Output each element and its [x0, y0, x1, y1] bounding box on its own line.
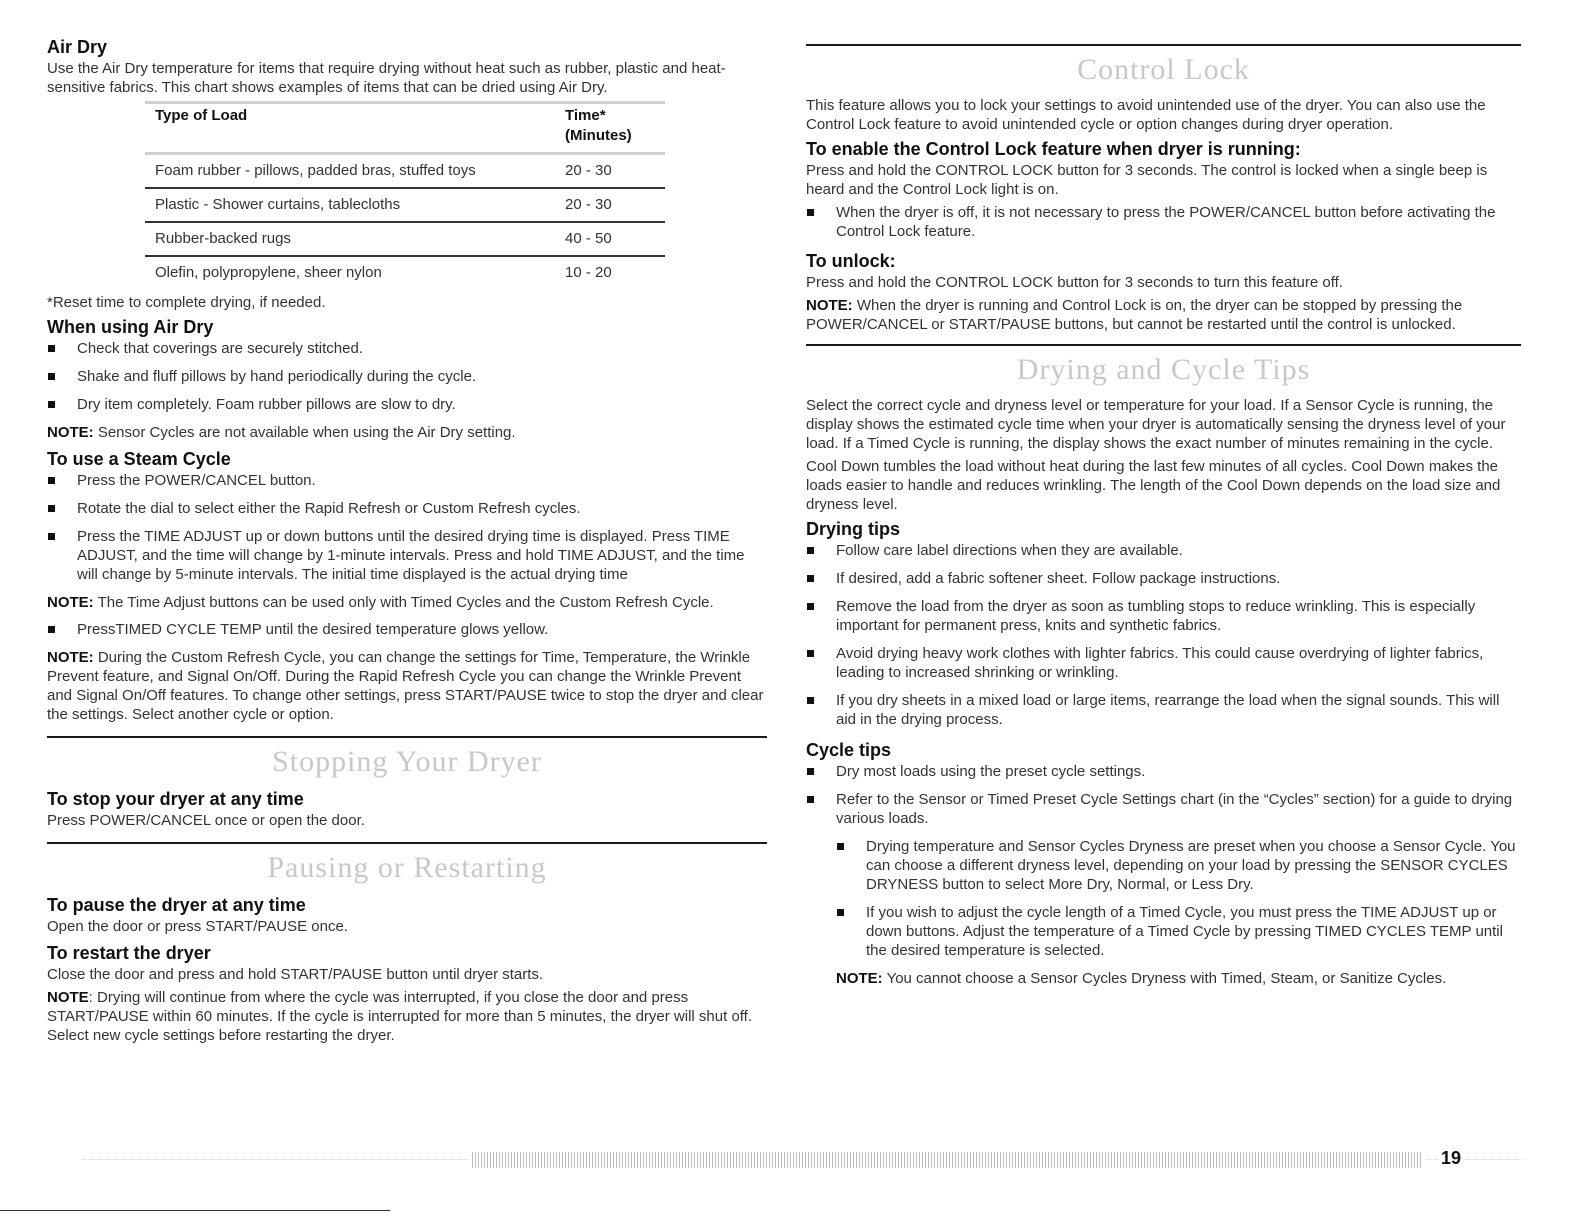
- page-number: 19: [1438, 1148, 1464, 1169]
- page-footer-band: [82, 1149, 1522, 1171]
- when-using-list: [47, 339, 767, 414]
- air-dry-footnote: *Reset time to complete drying, if needed.: [47, 294, 326, 311]
- load-cell: Olefin, polypropylene, sheer nylon: [155, 264, 382, 281]
- list-item: Press the TIME ADJUST up or down buttons until the desired drying time is displayed. Press TIME ADJUST, and the time will change by 1-minute intervals. Press and hold TIME ADJUST, and the time will change by 5-minute intervals. The initial time displayed is the actual drying time: [47, 527, 767, 584]
- note-label: NOTE:: [47, 424, 94, 441]
- table-row: [145, 256, 665, 289]
- list-item: When the dryer is off, it is not necessary to press the POWER/CANCEL button before activating the Control Lock feature.: [806, 203, 1521, 241]
- air-dry-table: [145, 101, 665, 289]
- list-item: If desired, add a fabric softener sheet. Follow package instructions.: [806, 569, 1521, 588]
- section-divider: [47, 736, 767, 738]
- note-label: NOTE:: [47, 649, 94, 666]
- drying-tips-list: [806, 541, 1521, 729]
- pause-text: Open the door or press START/PAUSE once.: [47, 918, 348, 935]
- list-item: PressTIMED CYCLE TEMP until the desired temperature glows yellow.: [47, 620, 767, 639]
- steam-heading: To use a Steam Cycle: [47, 449, 231, 469]
- unlock-heading: To unlock:: [806, 251, 896, 271]
- load-cell: Rubber-backed rugs: [145, 222, 555, 256]
- list-item: If you dry sheets in a mixed load or large items, rearrange the load when the signal sounds. This will aid in the drying process.: [806, 691, 1521, 729]
- list-item: Rotate the dial to select either the Rapid Refresh or Custom Refresh cycles.: [47, 499, 767, 518]
- list-item: Remove the load from the dryer as soon as tumbling stops to reduce wrinkling. This is especially important for permanent press, knits and synthetic fabrics.: [806, 597, 1521, 635]
- time-cell: 10 - 20: [565, 264, 612, 281]
- air-dry-heading: Air Dry: [47, 37, 108, 57]
- footer-dotted-rule-left: [82, 1159, 467, 1160]
- footer-hatch-bar: [472, 1152, 1422, 1168]
- bottom-edge-rule: [0, 1210, 390, 1211]
- note-text: You cannot choose a Sensor Cycles Dryness with Timed, Steam, or Sanitize Cycles.: [882, 970, 1447, 987]
- time-cell: 40 - 50: [555, 222, 665, 256]
- section-divider: [47, 842, 767, 844]
- time-header-line1: Time*: [565, 107, 606, 124]
- steam-note-2: [47, 648, 767, 724]
- list-item: Follow care label directions when they are available.: [806, 541, 1521, 560]
- note-label: NOTE:: [806, 297, 853, 314]
- control-lock-note: [806, 296, 1521, 334]
- list-item: Check that coverings are securely stitched.: [47, 339, 767, 358]
- restart-text: Close the door and press and hold START/PAUSE button until dryer starts.: [47, 966, 544, 983]
- time-header-line2: (Minutes): [565, 127, 632, 144]
- list-item: Press the POWER/CANCEL button.: [47, 471, 767, 490]
- list-item: Drying temperature and Sensor Cycles Dryness are preset when you choose a Sensor Cycle. You can choose a different dryness level, depending on your load by pressing the SENSOR CYCLES DRYNESS button to select More Dry, Normal, or Less Dry.: [836, 837, 1521, 894]
- enable-heading: To enable the Control Lock feature when dryer is running:: [806, 139, 1301, 159]
- right-column: [806, 44, 1521, 992]
- time-cell: 20 - 30: [555, 154, 665, 189]
- tips-para-2: Cool Down tumbles the load without heat during the last few minutes of all cycles. Cool Down makes the loads easier to handle and reduces wrinkling. The length of the Cool Down depends on the load size and dryness level.: [806, 458, 1501, 513]
- note-label: NOTE:: [836, 970, 883, 987]
- enable-text: Press and hold the CONTROL LOCK button for 3 seconds. The control is locked when a single beep is heard and the Control Lock light is on.: [806, 162, 1488, 198]
- stop-text: Press POWER/CANCEL once or open the door.: [47, 812, 365, 829]
- cycle-tips-note: [836, 969, 1521, 988]
- section-divider: [806, 344, 1521, 346]
- list-item: If you wish to adjust the cycle length of a Timed Cycle, you must press the TIME ADJUST up or down buttons. Adjust the temperature of a Timed Cycle by pressing TIMED CYCLES TEMP until the desired temperature is selected.: [836, 903, 1521, 960]
- left-column: [47, 36, 767, 1049]
- tips-para-1: Select the correct cycle and dryness level or temperature for your load. If a Sensor Cycle is running, the display shows the estimated cycle time when your dryer is automatically sensing the dryness level of your load. If a Timed Cycle is running, the display shows the exact number of minutes remaining in the cycle.: [806, 397, 1506, 452]
- list-item: Dry most loads using the preset cycle settings.: [806, 762, 1521, 781]
- when-using-heading: When using Air Dry: [47, 317, 214, 337]
- note-label: NOTE: [47, 989, 89, 1006]
- table-row: [145, 222, 665, 256]
- cycle-tips-heading: Cycle tips: [806, 740, 892, 760]
- list-item: Avoid drying heavy work clothes with lighter fabrics. This could cause overdrying of lighter fabrics, leading to increased shrinking or wrinkling.: [806, 644, 1521, 682]
- steam-list-2: [47, 620, 767, 639]
- stopping-title: Stopping Your Dryer: [272, 745, 542, 778]
- note-label: NOTE:: [47, 594, 94, 611]
- pausing-title: Pausing or Restarting: [267, 851, 547, 884]
- table-row: [145, 188, 665, 222]
- cycle-tips-sublist: [836, 837, 1521, 960]
- list-item: Dry item completely. Foam rubber pillows are slow to dry.: [47, 395, 767, 414]
- note-text: Sensor Cycles are not available when using the Air Dry setting.: [93, 424, 516, 441]
- restart-heading: To restart the dryer: [47, 943, 211, 963]
- pause-heading: To pause the dryer at any time: [47, 895, 306, 915]
- load-cell: Foam rubber - pillows, padded bras, stuffed toys: [145, 154, 555, 189]
- time-cell: 20 - 30: [555, 188, 665, 222]
- note-text: The Time Adjust buttons can be used only with Timed Cycles and the Custom Refresh Cycle.: [93, 594, 714, 611]
- list-item: Shake and fluff pillows by hand periodically during the cycle.: [47, 367, 767, 386]
- note-text: During the Custom Refresh Cycle, you can change the settings for Time, Temperature, the Wrinkle Prevent feature, and Signal On/Off. During the Rapid Refresh Cycle you can change the Wrinkle Prevent and Signal On/Off features. To change other settings, press START/PAUSE twice to stop the dryer and clear the settings. Select another cycle or option.: [47, 649, 764, 723]
- cycle-tips-list: [806, 762, 1521, 828]
- list-item: Refer to the Sensor or Timed Preset Cycle Settings chart (in the “Cycles” section) for a guide to drying various loads.: [806, 790, 1521, 828]
- tips-title: Drying and Cycle Tips: [1016, 353, 1311, 386]
- restart-note: [47, 988, 767, 1045]
- time-header: [555, 103, 665, 154]
- stop-heading: To stop your dryer at any time: [47, 789, 304, 809]
- load-cell: Plastic - Shower curtains, tablecloths: [145, 188, 555, 222]
- drying-tips-heading: Drying tips: [806, 519, 901, 539]
- steam-note-1: [47, 593, 767, 612]
- steam-list: [47, 471, 767, 584]
- note-text: When the dryer is running and Control Lock is on, the dryer can be stopped by pressing the POWER/CANCEL or START/PAUSE buttons, but cannot be restarted until the control is unlocked.: [806, 297, 1463, 333]
- air-dry-intro: Use the Air Dry temperature for items that require drying without heat such as rubber, plastic and heat-sensitive fabrics. This chart shows examples of items that can be dried using Air Dry.: [47, 60, 726, 96]
- section-divider: [806, 44, 1521, 46]
- when-using-note: [47, 423, 767, 442]
- note-text: : Drying will continue from where the cycle was interrupted, if you close the door and press START/PAUSE within 60 minutes. If the cycle is interrupted for more than 5 minutes, the dryer will shut off. Select new cycle settings before restarting the dryer.: [47, 989, 753, 1044]
- table-header-row: [145, 103, 665, 154]
- unlock-text: Press and hold the CONTROL LOCK button for 3 seconds to turn this feature off.: [806, 274, 1343, 291]
- enable-list: [806, 203, 1521, 241]
- control-lock-intro: This feature allows you to lock your settings to avoid unintended use of the dryer. You can also use the Control Lock feature to avoid unintended cycle or option changes during dryer operation.: [806, 97, 1486, 133]
- table-row: [145, 154, 665, 189]
- control-lock-title: Control Lock: [1077, 53, 1250, 86]
- type-of-load-header: Type of Load: [145, 103, 555, 154]
